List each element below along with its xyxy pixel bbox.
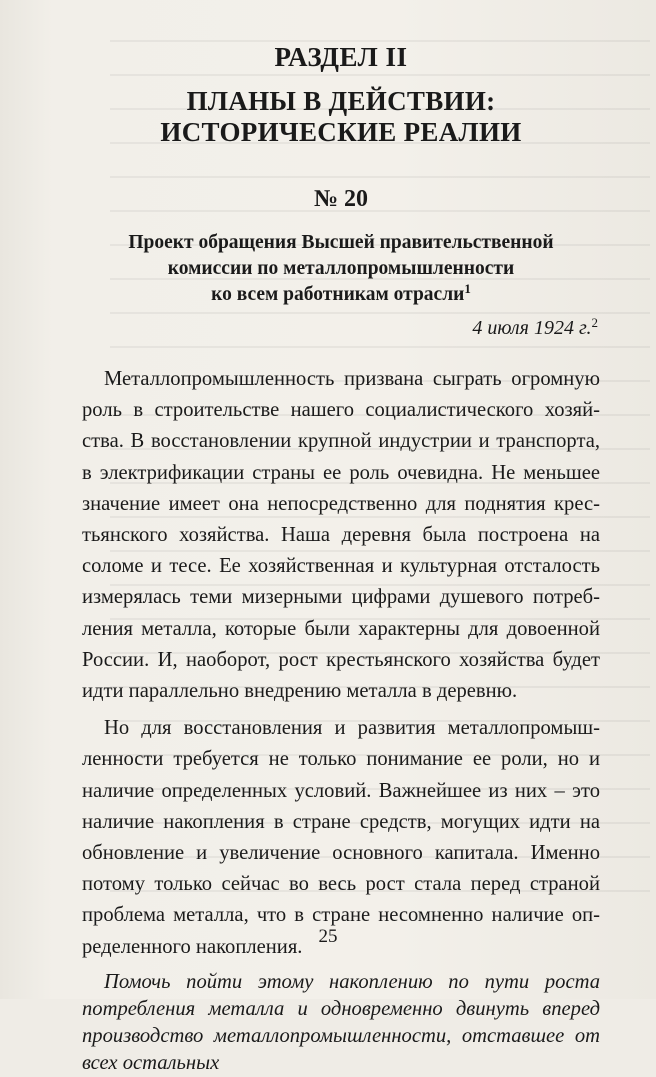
date-footnote-marker: 2 — [591, 315, 598, 330]
body-paragraph-3: Помочь пойти этому накоплению по пути роста потребления металла и одновременно двинуть вперед производство металлопромышленности, отставшее от всех остальных — [82, 970, 600, 1074]
document-title-line-1: Проект обращения Высшей правительственной — [128, 232, 554, 253]
section-label: РАЗДЕЛ II — [274, 42, 408, 72]
document-title-line-3: ко всем работникам отрасли — [211, 284, 465, 305]
body-paragraph-2: Но для восстановления и развития металлопромышленности требуется не только понимание ее роли, но и наличие определенных условий. Важнейшее из них – это наличие накопления в стране средств, могущих идти на обновление и увеличение основного капитала. Именно потому только сейчас во весь рост стала перед страной проблема металла, что в стране несомненно наличие определенного накопления. — [82, 717, 600, 958]
section-title-line-2: ИСТОРИЧЕСКИЕ РЕАЛИИ — [160, 117, 522, 147]
document-number: № 20 — [313, 186, 369, 212]
section-title — [82, 86, 600, 148]
title-footnote-marker: 1 — [464, 281, 471, 296]
section-title-line-1: ПЛАНЫ В ДЕЙСТВИИ: — [186, 86, 496, 116]
body-paragraph-1: Металлопромышленность призвана сыграть огромную роль в строительстве нашего социалистического хозяйства. В восстановлении крупной индустрии и транспорта, в электрификации страны ее роль очевидна. Не меньшее значение имеет она непосредственно для поднятия крестьянского хозяйства. Наша деревня была построена на соломе и тесе. Ее хозяйственная и культурная отсталость измерялась теми мизерными цифрами душевого потребления металла, которые были характерны для довоенной России. И, наоборот, рост крестьянского хозяйства будет идти параллельно внедрению металла в деревню. — [82, 368, 600, 703]
document-date — [82, 314, 600, 342]
document-title — [82, 230, 600, 308]
document-date-text: 4 июля 1924 г. — [472, 317, 592, 339]
page-content — [82, 40, 600, 1077]
page-number: 25 — [318, 926, 338, 947]
document-title-line-2: комиссии по металлопромышленности — [167, 258, 515, 279]
